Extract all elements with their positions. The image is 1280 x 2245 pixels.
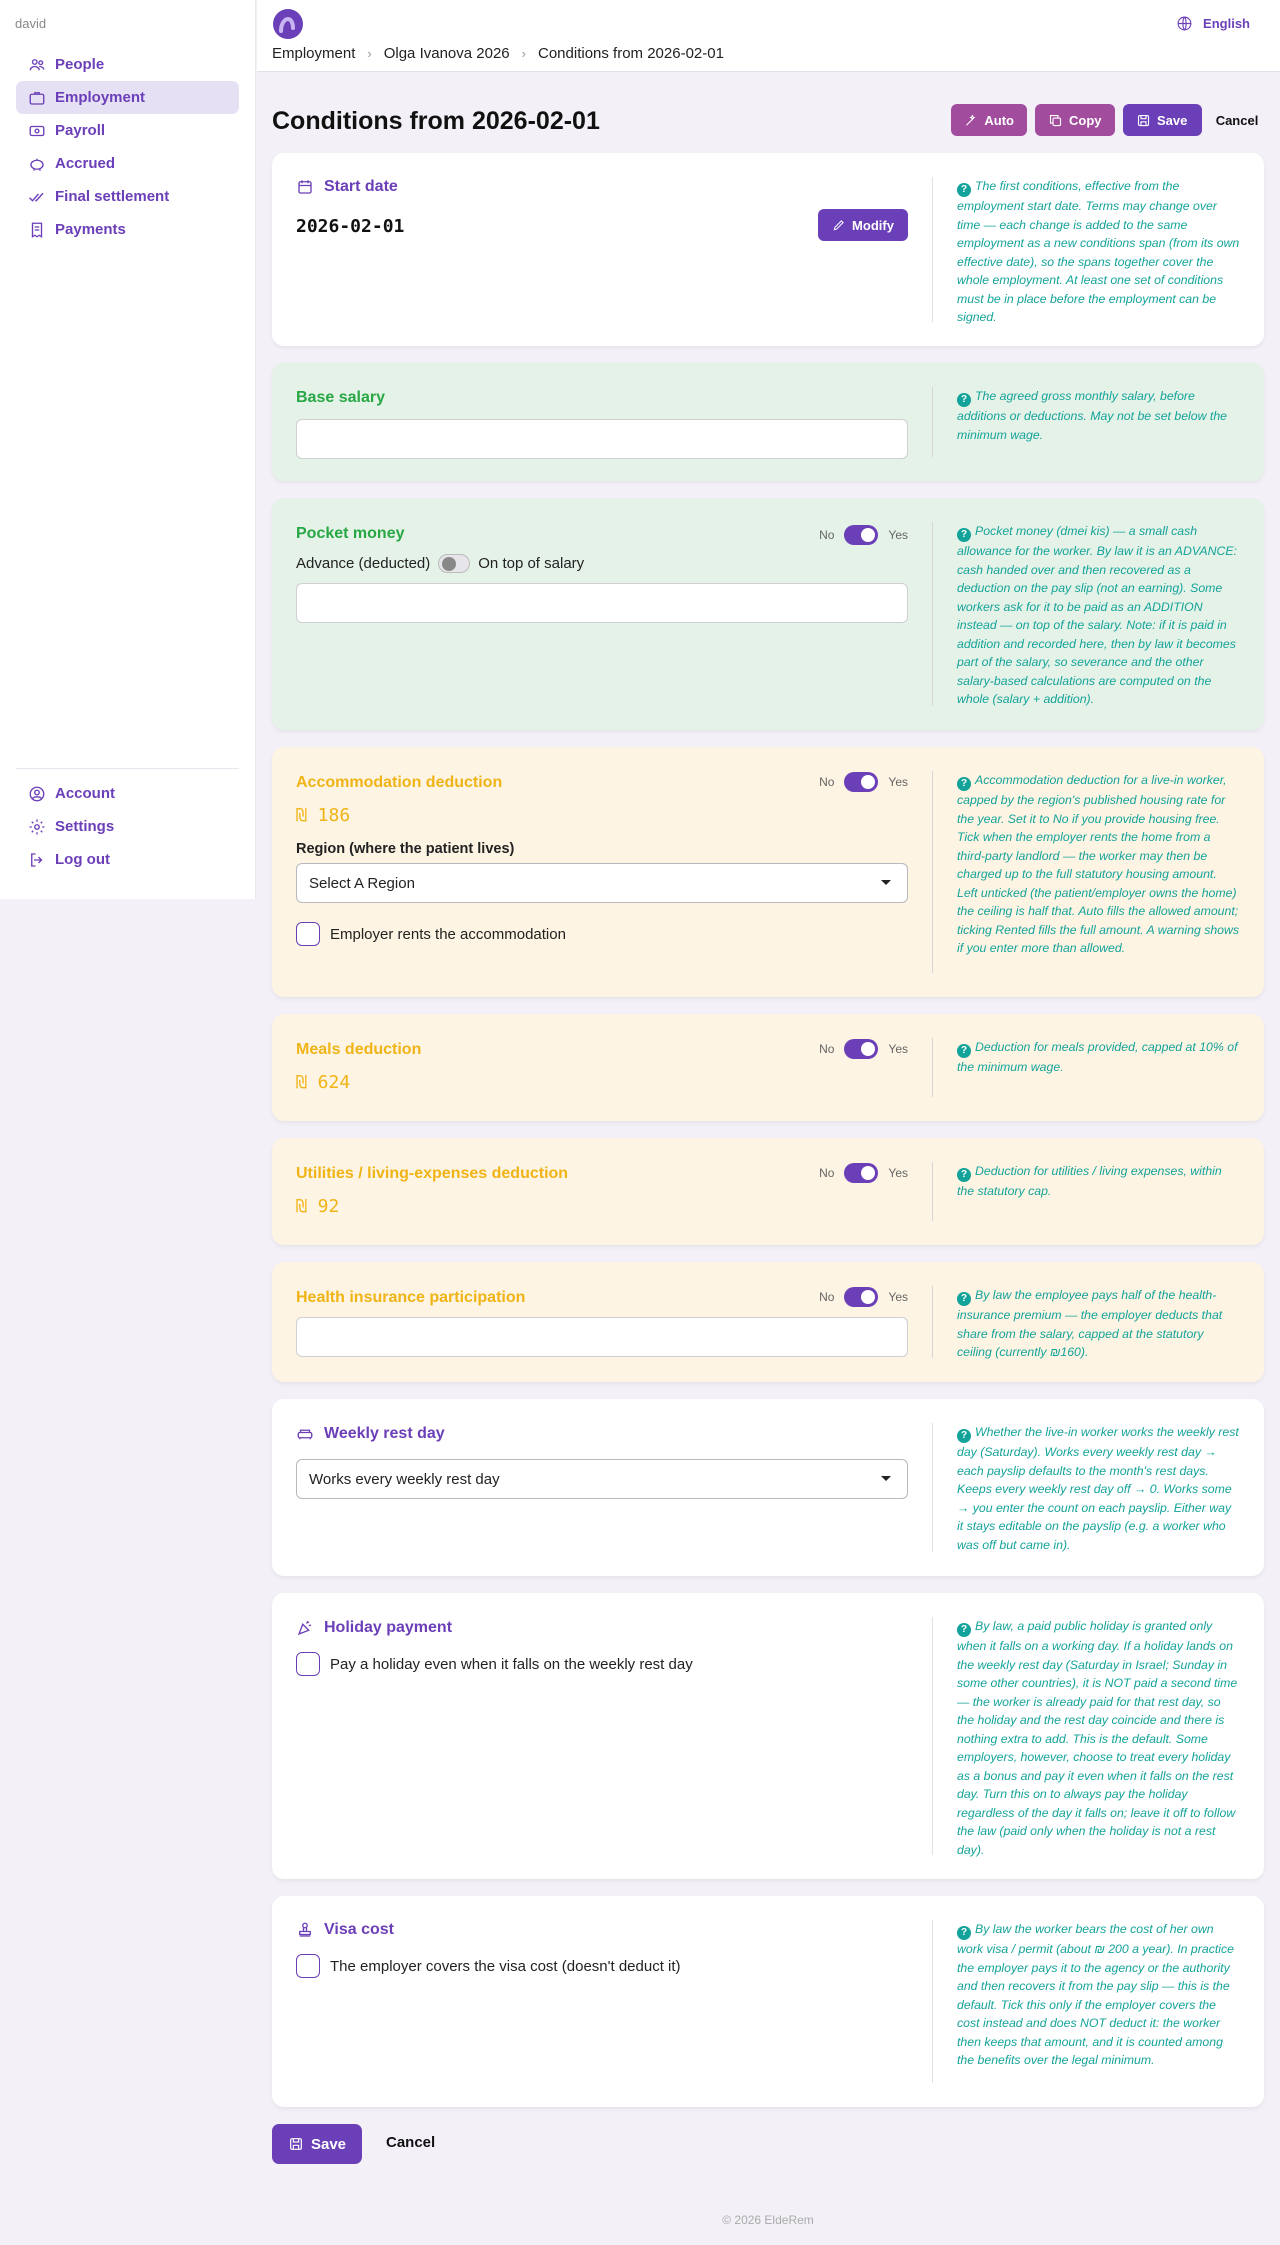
sidebar-item-label: Settings	[55, 818, 115, 835]
base-salary-input[interactable]	[296, 419, 908, 459]
sidebar	[0, 0, 256, 899]
switch-yes-label: Yes	[888, 1042, 908, 1056]
sidebar-item-final-settlement[interactable]	[16, 180, 239, 213]
visa-checkbox-label: The employer covers the visa cost (doesn't deduct it)	[330, 1957, 681, 1975]
rest-day-select[interactable]	[296, 1459, 908, 1499]
utilities-card	[272, 1138, 1264, 1245]
switch-no-label: No	[819, 1166, 835, 1180]
health-switch	[819, 1287, 908, 1307]
piggy-bank-icon	[28, 155, 46, 173]
region-select-value: Select A Region	[309, 874, 415, 892]
visa-help	[932, 1920, 1264, 2083]
sidebar-item-label: Payroll	[55, 122, 106, 139]
meals-help	[932, 1038, 1264, 1097]
switch-yes-label: Yes	[888, 1290, 908, 1304]
start-date-title-text: Start date	[324, 178, 398, 195]
visa-card	[272, 1896, 1264, 2107]
help-text: The agreed gross monthly salary, before additions or deductions. May not be set below the minimum wage.	[957, 389, 1228, 442]
bottom-cancel-button[interactable]: Cancel	[386, 2134, 436, 2151]
holiday-checkbox[interactable]	[296, 1652, 320, 1676]
main-nav	[16, 48, 239, 246]
globe-icon	[1176, 15, 1193, 32]
breadcrumb-employment[interactable]: Employment	[272, 45, 356, 62]
holiday-card	[272, 1593, 1264, 1879]
base-salary-help	[932, 387, 1264, 457]
switch-yes-label: Yes	[888, 775, 908, 789]
visa-checkbox[interactable]	[296, 1954, 320, 1978]
switch-no-label: No	[819, 1290, 835, 1304]
health-help	[932, 1286, 1264, 1358]
help-icon: ?	[957, 183, 971, 197]
page-actions	[951, 104, 1264, 136]
save-button[interactable]	[1123, 104, 1202, 136]
pocket-money-switch	[819, 525, 908, 545]
auto-button[interactable]	[951, 104, 1027, 136]
gear-icon	[28, 818, 46, 836]
modify-button-label: Modify	[852, 217, 894, 233]
briefcase-icon	[28, 89, 46, 107]
pocket-money-mode	[296, 554, 584, 573]
cancel-button[interactable]: Cancel	[1210, 104, 1264, 136]
topbar	[257, 0, 1280, 72]
double-check-icon	[28, 188, 46, 206]
help-icon: ?	[957, 777, 971, 791]
sidebar-item-settings[interactable]	[16, 810, 239, 843]
help-text: Deduction for utilities / living expenses, within the statutory cap.	[957, 1164, 1222, 1199]
advance-label: Advance (deducted)	[296, 555, 431, 572]
sidebar-item-label: Employment	[55, 89, 146, 106]
accommodation-card	[272, 747, 1264, 997]
rest-day-select-value: Works every weekly rest day	[309, 1470, 500, 1488]
stamp-icon	[296, 1921, 314, 1939]
rest-day-title	[296, 1425, 445, 1443]
accommodation-title: Accommodation deduction	[296, 774, 503, 791]
help-text: By law the employee pays half of the health-insurance premium — the employer deducts that share from the salary, capped at the statutory ceiling (currently ₪160).	[957, 1288, 1223, 1360]
help-text: Deduction for meals provided, capped at 10% of the minimum wage.	[957, 1040, 1238, 1075]
breadcrumb-current: Conditions from 2026-02-01	[538, 45, 724, 62]
help-icon: ?	[957, 1044, 971, 1058]
switch-no-label: No	[819, 1042, 835, 1056]
help-icon: ?	[957, 1168, 971, 1182]
modify-button[interactable]	[818, 209, 908, 241]
health-toggle[interactable]	[844, 1287, 878, 1307]
pocket-money-input[interactable]	[296, 583, 908, 623]
sidebar-divider	[16, 768, 239, 769]
holiday-help	[932, 1617, 1264, 1855]
utilities-switch	[819, 1163, 908, 1183]
bottom-save-label: Save	[310, 2135, 347, 2153]
help-text: By law the worker bears the cost of her own work visa / permit (about ₪ 200 a year). In practice the employer pays it to the agency or the authority and then recovers it from the pay slip — this is the default. Tick this only if the employer covers the cost instead and does NOT deduct it: the worker then keeps that amount, and it is counted among the benefits over the legal minimum.	[957, 1922, 1234, 2068]
chevron-right-icon: ›	[367, 46, 372, 61]
breadcrumb	[272, 45, 724, 62]
money-icon	[28, 122, 46, 140]
accommodation-toggle[interactable]	[844, 772, 878, 792]
sidebar-item-label: Accrued	[55, 155, 116, 172]
sidebar-item-people[interactable]	[16, 48, 239, 81]
pocket-money-title: Pocket money	[296, 525, 405, 542]
base-salary-card	[272, 363, 1264, 481]
help-text: The first conditions, effective from the employment start date. Terms may change over time — each change is added to the same employment as a new conditions span (from its own effective date), so the spans together cover the whole employment. At least one set of conditions must be in place before the employment can be signed.	[957, 179, 1240, 325]
rest-day-help	[932, 1423, 1264, 1552]
utilities-amount: ₪ 92	[296, 1196, 340, 1217]
help-text: Whether the live-in worker works the weekly rest day (Saturday). Works every weekly rest day → each payslip defaults to the month's rest days. Keeps every weekly rest day off → 0. Works some → you enter the count on each payslip. Either way it stays editable on the payslip (e.g. a worker who was off but came in).	[957, 1425, 1239, 1552]
help-text: By law, a paid public holiday is granted only when it falls on a working day. If a holiday lands on the weekly rest day (Saturday in Israel; Sunday in some other countries), it is NOT paid a second time — the worker is already paid for that rest day, so the holiday and the rest day coincide and there is nothing extra to add. This is the default. Some employers, however, choose to treat every holiday as a bonus and pay it even when it falls on the rest day. Turn this on to always pay the holiday regardless of the day it falls on; leave it off to follow the law (paid only when the holiday is not a rest day).	[957, 1619, 1238, 1857]
utilities-toggle[interactable]	[844, 1163, 878, 1183]
sidebar-item-label: Account	[55, 785, 115, 802]
bottom-save-button[interactable]	[272, 2124, 362, 2164]
accommodation-amount: ₪ 186	[296, 805, 351, 826]
caret-down-icon	[881, 1476, 891, 1481]
meals-card	[272, 1014, 1264, 1121]
sofa-icon	[296, 1425, 314, 1443]
sidebar-item-logout[interactable]	[16, 843, 239, 876]
save-button-label: Save	[1157, 112, 1188, 128]
people-icon	[28, 56, 46, 74]
help-icon: ?	[957, 528, 971, 542]
pencil-icon	[832, 218, 846, 232]
pocket-money-help	[932, 522, 1264, 706]
copy-button-label: Copy	[1069, 112, 1102, 128]
meals-switch	[819, 1039, 908, 1059]
help-icon: ?	[957, 1429, 971, 1443]
sidebar-item-label: People	[55, 56, 105, 73]
accommodation-help	[932, 771, 1264, 973]
meals-title: Meals deduction	[296, 1041, 422, 1058]
utilities-help	[932, 1162, 1264, 1221]
auto-button-label: Auto	[984, 112, 1014, 128]
help-icon: ?	[957, 1926, 971, 1940]
sidebar-item-payments[interactable]	[16, 213, 239, 246]
sidebar-item-employment[interactable]	[16, 81, 239, 114]
base-salary-title: Base salary	[296, 389, 385, 406]
user-circle-icon	[28, 785, 46, 803]
pocket-money-mode-toggle[interactable]	[438, 554, 470, 573]
magic-wand-icon	[964, 113, 978, 128]
sidebar-item-accrued[interactable]	[16, 147, 239, 180]
party-popper-icon	[296, 1619, 314, 1637]
meals-toggle[interactable]	[844, 1039, 878, 1059]
rents-checkbox-label: Employer rents the accommodation	[330, 925, 566, 943]
holiday-title	[296, 1619, 452, 1637]
rents-checkbox[interactable]	[296, 922, 320, 946]
page-title: Conditions from 2026-02-01	[272, 107, 600, 135]
help-text: Accommodation deduction for a live-in worker, capped by the region's published housing rate for the year. Set it to No if you provide housing free. Tick when the employer rents the home from a third-party landlord — the worker may then be charged up to the full statutory housing amount. Left unticked (the patient/employer owns the home) the ceiling is half that. Auto fills the allowed amount; ticking Rented fills the full amount. A warning shows if you enter more than allowed.	[957, 773, 1240, 956]
visa-checkbox-row[interactable]	[296, 1954, 681, 1978]
health-title: Health insurance participation	[296, 1289, 526, 1306]
visa-title-text: Visa cost	[324, 1921, 394, 1938]
sidebar-item-payroll[interactable]	[16, 114, 239, 147]
holiday-title-text: Holiday payment	[324, 1619, 453, 1636]
save-icon	[1136, 113, 1151, 128]
breadcrumb-employment-name[interactable]: Olga Ivanova 2026	[383, 45, 510, 62]
language-switcher[interactable]	[1176, 15, 1250, 32]
meals-amount: ₪ 624	[296, 1072, 351, 1093]
region-select[interactable]	[296, 863, 908, 903]
sidebar-item-label: Payments	[55, 221, 126, 238]
rents-checkbox-row[interactable]	[296, 922, 566, 946]
help-icon: ?	[957, 1292, 971, 1306]
calendar-icon	[296, 178, 314, 196]
footer: © 2026 EldeRem	[722, 2213, 814, 2227]
switch-yes-label: Yes	[888, 1166, 908, 1180]
sidebar-item-account[interactable]	[16, 777, 239, 810]
accommodation-switch	[819, 772, 908, 792]
sidebar-item-label: Final settlement	[55, 188, 170, 205]
language-label: English	[1203, 16, 1250, 31]
start-date-help	[932, 177, 1264, 325]
region-label: Region (where the patient lives)	[296, 841, 515, 857]
holiday-checkbox-label: Pay a holiday even when it falls on the weekly rest day	[330, 1655, 693, 1673]
health-card	[272, 1262, 1264, 1382]
help-icon: ?	[957, 393, 971, 407]
switch-yes-label: Yes	[888, 528, 908, 542]
copy-icon	[1048, 113, 1063, 128]
start-date-card	[272, 153, 1264, 346]
holiday-checkbox-row[interactable]	[296, 1652, 693, 1676]
rest-day-title-text: Weekly rest day	[324, 1425, 445, 1442]
switch-no-label: No	[819, 528, 835, 542]
account-nav	[16, 777, 239, 876]
switch-no-label: No	[819, 775, 835, 789]
sidebar-item-label: Log out	[55, 851, 110, 868]
help-icon: ?	[957, 1623, 971, 1637]
username: david	[15, 16, 47, 31]
pocket-money-toggle[interactable]	[844, 525, 878, 545]
utilities-title: Utilities / living-expenses deduction	[296, 1165, 569, 1182]
copy-button[interactable]	[1035, 104, 1115, 136]
on-top-label: On top of salary	[478, 555, 585, 572]
app-logo[interactable]	[273, 9, 303, 39]
start-date-title	[296, 178, 398, 196]
rest-day-card	[272, 1399, 1264, 1576]
save-icon	[288, 2136, 304, 2152]
health-input[interactable]	[296, 1317, 908, 1357]
pocket-money-card	[272, 498, 1264, 730]
help-text: Pocket money (dmei kis) — a small cash allowance for the worker. By law it is an ADVANCE: cash handed over and then recovered as a deduction on the pay slip (not an earning). Some workers ask for it to be paid as an ADDITION instead — on top of the salary. Note: if it is paid in addition and recorded here, then by law it becomes part of the salary, so severance and the other salary-based calculations are computed on the whole (salary + addition).	[957, 524, 1237, 707]
caret-down-icon	[881, 880, 891, 885]
chevron-right-icon: ›	[521, 46, 526, 61]
start-date-value: 2026-02-01	[296, 216, 405, 237]
receipt-icon	[28, 221, 46, 239]
logout-icon	[28, 851, 46, 869]
visa-title	[296, 1921, 394, 1939]
